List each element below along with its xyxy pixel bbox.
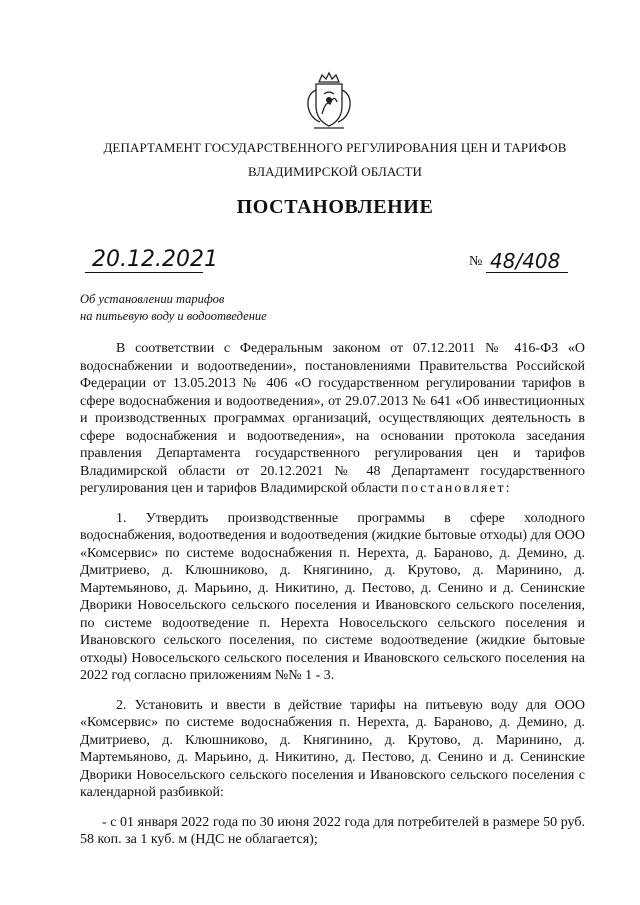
department-name-line1: ДЕПАРТАМЕНТ ГОСУДАРСТВЕННОГО РЕГУЛИРОВАНИЯ ЦЕН И ТАРИФОВ: [103, 140, 567, 155]
date-underline: [85, 272, 203, 273]
item-1-paragraph: 1. Утвердить производственные программы в сфере холодного водоснабжения, водоотведения и водоотведения (жидкие бытовые отходы) для ООО «Комсервис» по системе водоснабжения п. Нерехта, д. Бараново, д. Демино, д. Дмитриево, д. Клюшниково, д. Княгинино, д. Крутово, д. Маринино, д. Мартемьяново, д. Марьино, д. Никитино, д. Пестово, д. Сенино и д. Сенинские Дворики Новосельского сельского поселения и Ивановского сельского поселения, по системе водоотведение п. Нерехта Новосельского сельского поселения и Ивановского сельского поселения, по системе водоотведение (жидкие бытовые отходы) Новосельского сельского поселения и Ивановского сельского поселения на 2022 год согласно приложениям №№ 1 - 3.: [80, 510, 585, 683]
preamble-text: В соответствии с Федеральным законом от 07.12.2011 № 416-ФЗ «О водоснабжении и водоотведении», постановлениями Правительства Российской Федерации от 13.05.2013 № 406 «О государственном регулировании тарифов в сфере водоснабжения и водоотведения», от 29.07.2013 № 641 «Об инвестиционных и производственных программах организаций, осуществляющих деятельность в сфере водоснабжения и водоотведения», на основании протокола заседания правления Департамента государственного регулирования цен и тарифов Владимирской области от 20.12.2021 № 48 Департамент государственного регулирования цен и тарифов Владимирской области: [80, 341, 585, 496]
subject-line1: Об установлении тарифов: [80, 292, 225, 306]
preamble-paragraph: [80, 340, 585, 498]
department-name-line2: ВЛАДИМИРСКОЙ ОБЛАСТИ: [247, 164, 423, 179]
subject-line2: на питьевую воду и водоотведение: [80, 309, 267, 323]
number-label: №: [469, 254, 483, 269]
document-title: ПОСТАНОВЛЕНИЕ: [236, 196, 434, 218]
item-2-paragraph: 2. Установить и ввести в действие тарифы на питьевую воду для ООО «Комсервис» по системе водоснабжения п. Нерехта, д. Бараново, д. Демино, д. Дмитриево, д. Клюшниково, д. Княгинино, д. Крутово, д. Маринино, д. Мартемьяново, д. Марьино, д. Никитино, д. Пестово, д. Сенино и д. Сенинские Дворики Новосельского сельского поселения и Ивановского сельского поселения с календарной разбивкой:: [80, 697, 585, 800]
decides-word: постановляет:: [401, 481, 512, 496]
number-underline: [486, 272, 568, 273]
document-body: [80, 340, 585, 861]
coat-of-arms-icon: [304, 70, 354, 132]
document-number: 48/408: [490, 249, 561, 273]
document-date: 20.12.2021: [92, 247, 218, 272]
document-subject: [80, 291, 267, 325]
item-2-dash-1: - с 01 января 2022 года по 30 июня 2022 года для потребителей в размере 50 руб. 58 коп. за 1 куб. м (НДС не облагается);: [80, 814, 585, 847]
